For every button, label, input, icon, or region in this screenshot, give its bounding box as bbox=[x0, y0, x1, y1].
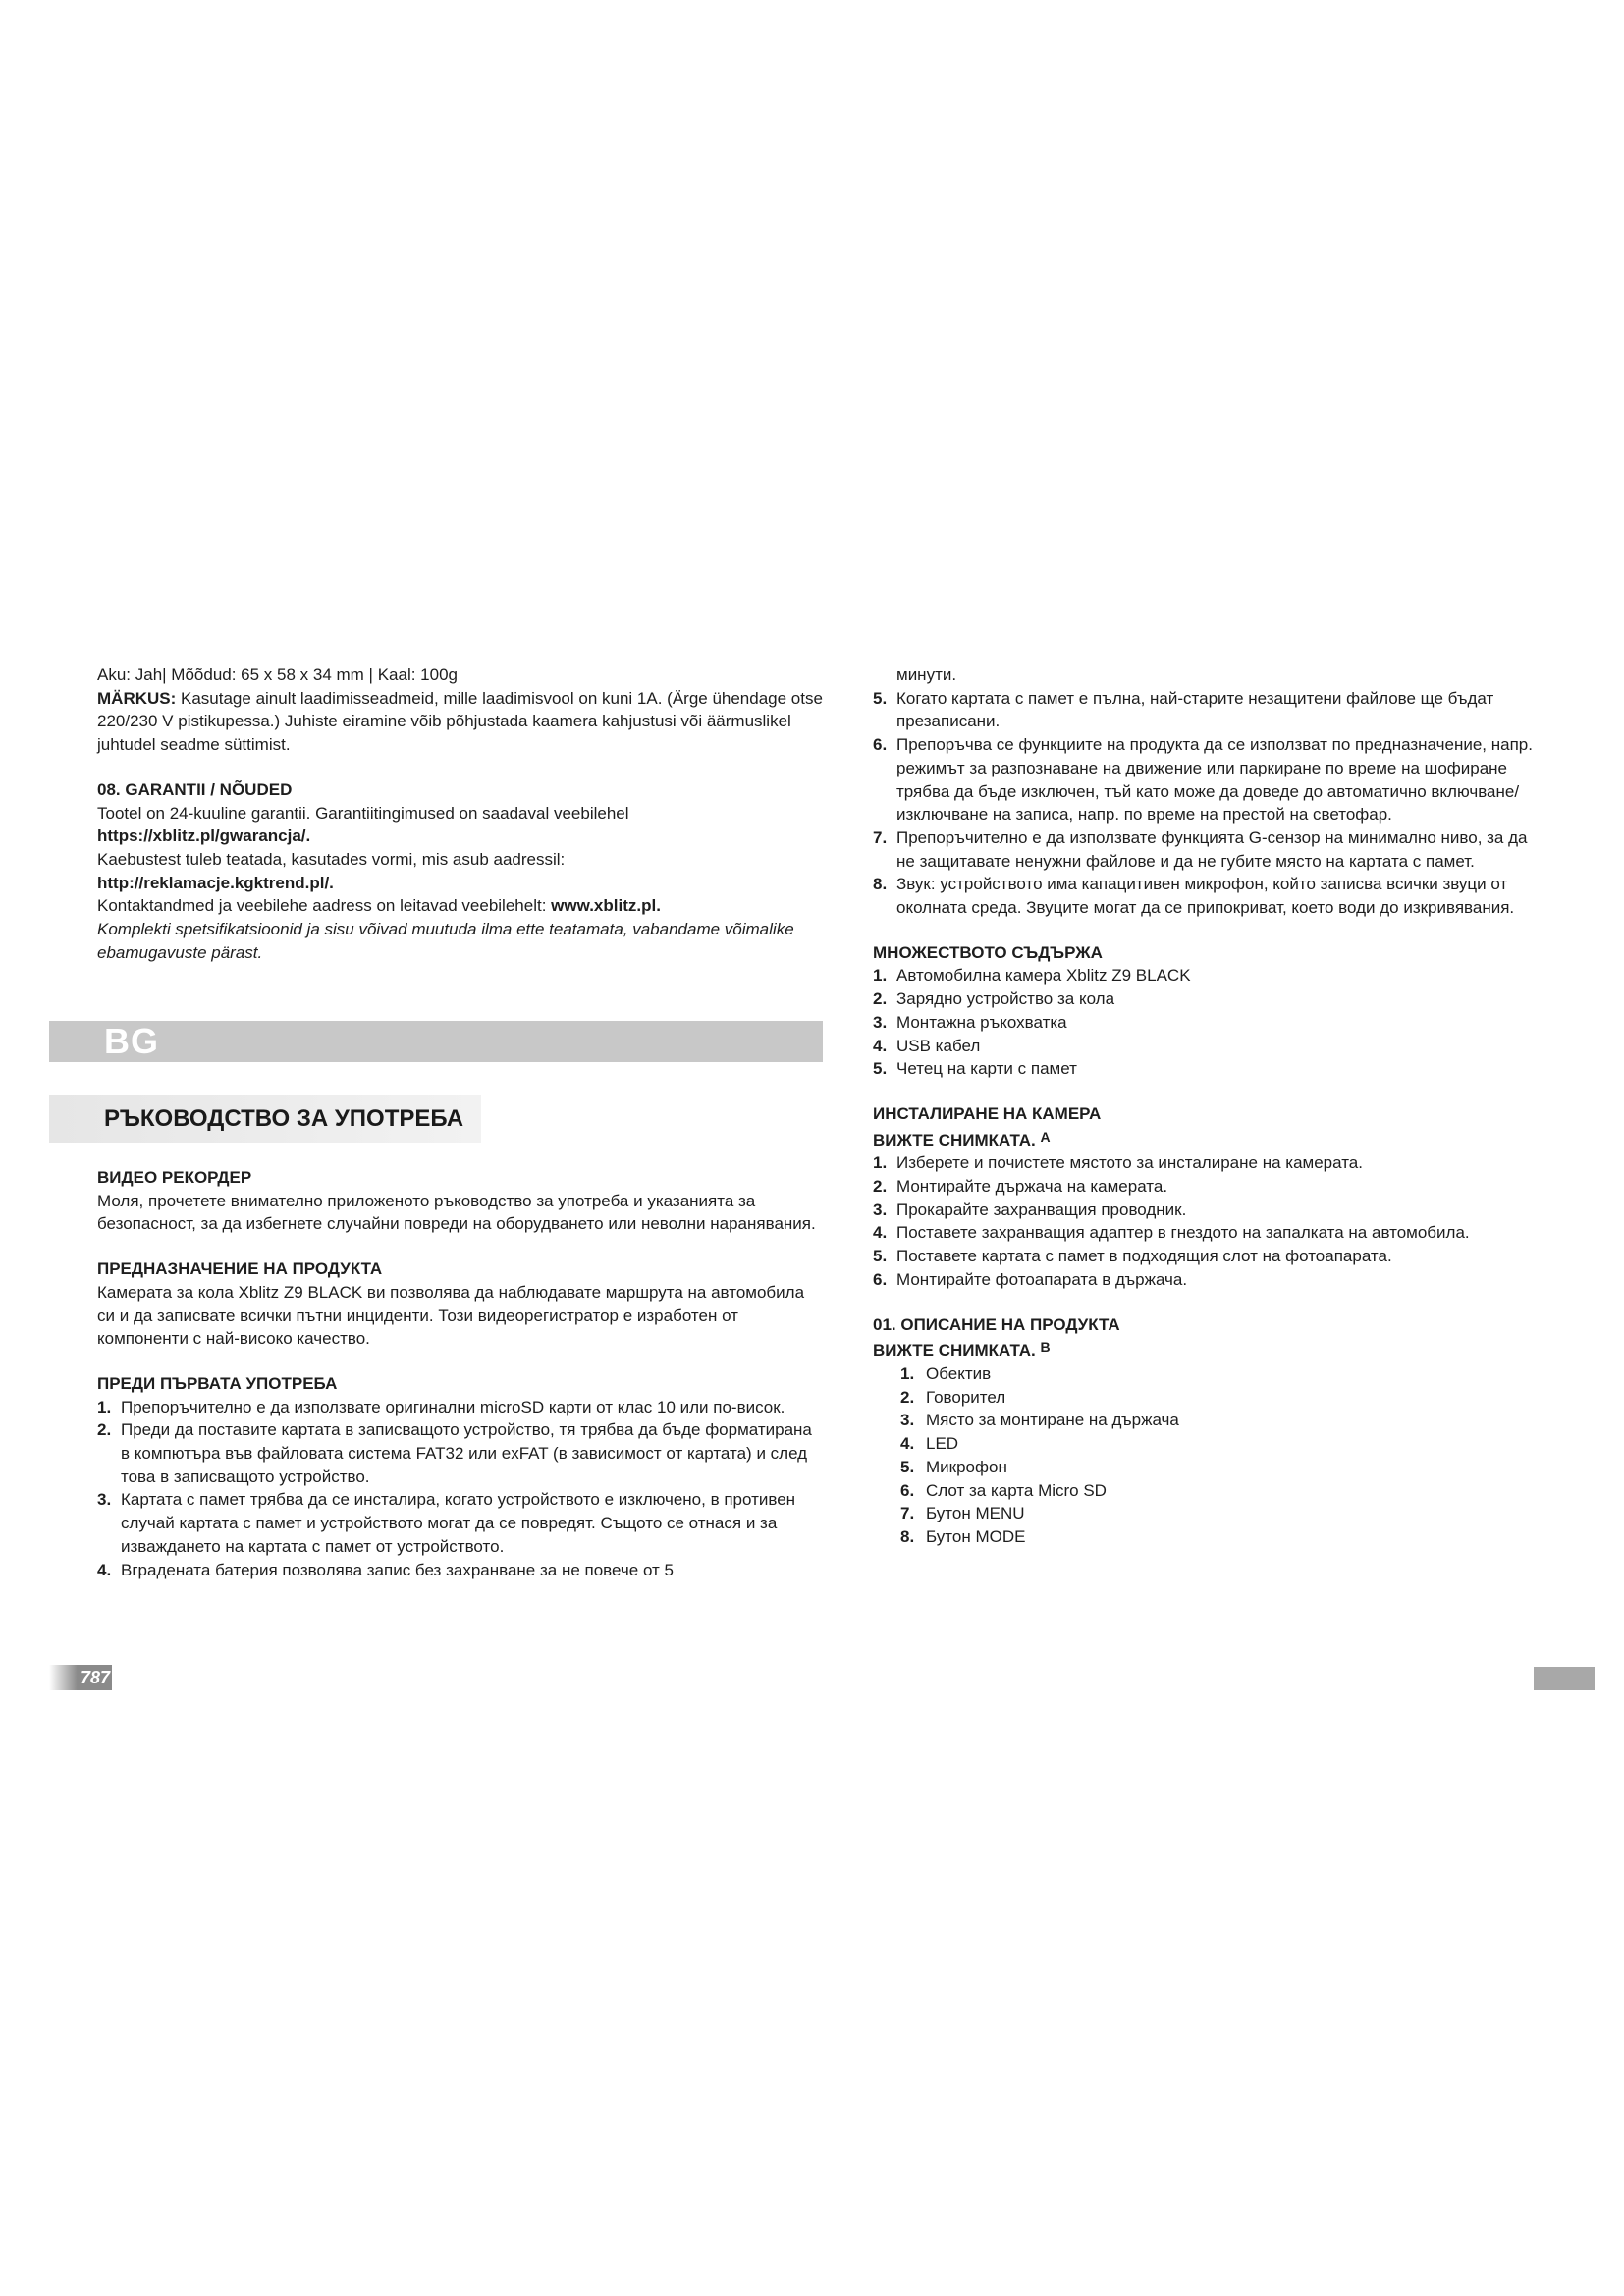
before-list bbox=[97, 1396, 824, 1582]
list-item bbox=[873, 1362, 1541, 1386]
list-item-number: 2. bbox=[900, 1387, 915, 1407]
right-page-tab bbox=[1534, 1667, 1595, 1690]
et-complaint-text: Kaebustest tuleb teatada, kasutades vormi, mis asub aadressil: bbox=[97, 849, 566, 869]
list-item-number: 8. bbox=[900, 1526, 915, 1546]
list-item bbox=[873, 1502, 1541, 1525]
manual-title: РЪКОВОДСТВО ЗА УПОТРЕБА bbox=[104, 1105, 464, 1132]
list-item-text: Прокарайте захранващия проводник. bbox=[896, 1200, 1187, 1219]
list-item-text: Микрофон bbox=[926, 1457, 1007, 1476]
list-item bbox=[873, 964, 1541, 988]
list-item-text: Когато картата с памет е пълна, най-старите незащитени файлове ще бъдат презаписани. bbox=[896, 688, 1494, 731]
list-item-text: Звук: устройството има капацитивен микрофон, който записва всички звуци от околната среда. Звуците могат да се припокриват, което води до изкривявания. bbox=[896, 875, 1515, 918]
list-item-text: LED bbox=[926, 1434, 959, 1454]
list-item-number: 2. bbox=[97, 1420, 112, 1440]
list-item-text: Препоръчително е да използвате оригинални microSD карти от клас 10 или по-висок. bbox=[121, 1397, 785, 1416]
list-item bbox=[873, 1057, 1541, 1081]
et-contact-url[interactable]: www.xblitz.pl. bbox=[551, 896, 661, 916]
before-heading: ПРЕДИ ПЪРВАТА УПОТРЕБА bbox=[97, 1373, 338, 1393]
list-item-number: 4. bbox=[873, 1223, 888, 1243]
list-item-number: 1. bbox=[97, 1397, 112, 1416]
install-heading: ИНСТАЛИРАНЕ НА КАМЕРА bbox=[873, 1103, 1102, 1123]
list-item-number: 5. bbox=[873, 688, 888, 708]
list-item-text: Слот за карта Micro SD bbox=[926, 1480, 1107, 1500]
list-item bbox=[873, 1151, 1541, 1175]
list-item bbox=[873, 827, 1541, 873]
page-number: 787 bbox=[80, 1668, 110, 1687]
list-item-text: Поставете картата с памет в подходящия слот на фотоапарата. bbox=[896, 1247, 1392, 1266]
list-item-number: 4. bbox=[97, 1560, 112, 1579]
list-item-text: Автомобилна камера Xblitz Z9 BLACK bbox=[896, 966, 1191, 986]
list-item-number: 2. bbox=[873, 1177, 888, 1197]
list-item bbox=[873, 1245, 1541, 1268]
list-item-text: Картата с памет трябва да се инсталира, когато устройството е изключено, в противен случай картата с памет и устройството могат да се повредят. Същото се отнася и за изваждането на картата с памет от устройството. bbox=[121, 1490, 796, 1556]
et-warranty-heading: 08. GARANTII / NÕUDED bbox=[97, 779, 293, 799]
list-item bbox=[873, 1011, 1541, 1035]
desc-subheading-text: ВИЖТЕ СНИМКАТА. bbox=[873, 1341, 1036, 1361]
desc-figure-ref: B bbox=[1040, 1339, 1051, 1356]
list-item-text: Монтирайте фотоапарата в държача. bbox=[896, 1269, 1188, 1289]
list-item bbox=[873, 1221, 1541, 1245]
before-list-cont bbox=[873, 687, 1541, 920]
list-item-text: Четец на карти с памет bbox=[896, 1059, 1077, 1079]
desc-list bbox=[873, 1362, 1541, 1549]
list-item bbox=[873, 1035, 1541, 1058]
list-item bbox=[97, 1396, 824, 1419]
et-note bbox=[97, 687, 824, 757]
et-note-text: Kasutage ainult laadimisseadmeid, mille laadimisvool on kuni 1A. (Ärge ühendage otse 220/230 V pistikupessa.) Juhiste eiramine võib põhjustada kaamera kahjustusi või äärmuslikel juhtudel seadme süttimist. bbox=[97, 688, 823, 755]
list-item-text: Препоръчително е да използвате функцията G-сензор на минимално ниво, за да не защитавате ненужни файлове и да не губите място на картата с памет. bbox=[896, 828, 1528, 871]
list-item-number: 7. bbox=[873, 828, 888, 847]
list-item-text: Бутон MODE bbox=[926, 1526, 1026, 1546]
contents-list bbox=[873, 964, 1541, 1081]
list-item-text: Вградената батерия позволява запис без захранване за не повече от 5 bbox=[121, 1560, 674, 1579]
et-disclaimer: Komplekti spetsifikatsioonid ja sisu võivad muutuda ilma ette teatamata, vabandame võimalike ebamugavuste pärast. bbox=[97, 920, 794, 962]
list-item-number: 3. bbox=[900, 1411, 915, 1430]
list-item-text: Изберете и почистете мястото за инсталиране на камерата. bbox=[896, 1153, 1363, 1173]
install-subheading bbox=[873, 1126, 1541, 1152]
install-list bbox=[873, 1151, 1541, 1291]
et-contact-text: Kontaktandmed ja veebilehe aadress on leitavad veebilehelt: bbox=[97, 896, 552, 916]
list-item-text: Преди да поставите картата в записващото устройство, тя трябва да бъде форматирана в компютъра във файловата система FAT32 или exFAT (в зависимост от картата) и след това в записващото устройство. bbox=[121, 1420, 812, 1486]
language-code: BG bbox=[104, 1021, 159, 1061]
et-warranty-text: Tootel on 24-kuuline garantii. Garantiitingimused on saadaval veebilehel bbox=[97, 803, 629, 823]
list-item bbox=[873, 1456, 1541, 1479]
et-warranty-url[interactable]: https://xblitz.pl/gwarancja/. bbox=[97, 827, 311, 846]
list-item-number: 6. bbox=[873, 735, 888, 755]
desc-heading: 01. ОПИСАНИЕ НА ПРОДУКТА bbox=[873, 1314, 1120, 1334]
list-item-number: 6. bbox=[900, 1480, 915, 1500]
list-item-number: 4. bbox=[873, 1036, 888, 1055]
list-item-number: 7. bbox=[900, 1504, 915, 1523]
list-item-text: Зарядно устройство за кола bbox=[896, 989, 1115, 1009]
list-item-text: Поставете захранващия адаптер в гнездото на запалката на автомобила. bbox=[896, 1223, 1470, 1243]
list-item-number: 5. bbox=[873, 1059, 888, 1079]
list-item bbox=[97, 1559, 824, 1582]
video-text: Моля, прочетете внимателно приложеното ръководство за употреба и указанията за безопасност, за да избегнете случайни повреди на оборудването или неволни наранявания. bbox=[97, 1191, 816, 1234]
list-item-number: 6. bbox=[873, 1269, 888, 1289]
list-item-number: 2. bbox=[873, 989, 888, 1009]
list-item bbox=[873, 1525, 1541, 1549]
right-column bbox=[873, 664, 1541, 1549]
contents-heading: МНОЖЕСТВОТО СЪДЪРЖА bbox=[873, 942, 1103, 962]
list-item-number: 1. bbox=[900, 1363, 915, 1383]
list-item bbox=[97, 1488, 824, 1558]
install-subheading-text: ВИЖТЕ СНИМКАТА. bbox=[873, 1130, 1036, 1149]
list-item bbox=[873, 733, 1541, 827]
language-bar bbox=[49, 1021, 823, 1062]
list-item-number: 8. bbox=[873, 875, 888, 894]
list-item bbox=[873, 1199, 1541, 1222]
left-column bbox=[97, 664, 824, 964]
list-item-text: Бутон MENU bbox=[926, 1504, 1025, 1523]
list-item bbox=[873, 1175, 1541, 1199]
list-item-text: USB кабел bbox=[896, 1036, 981, 1055]
list-item-text: Монтажна ръкохватка bbox=[896, 1012, 1067, 1032]
list-item-text: Препоръчва се функциите на продукта да се използват по предназначение, напр. режимът за разпознаване на движение или паркиране по време на шофиране трябва да бъде изключен, тъй като може да доведе до автоматично включване/изключване на записа, напр. по време на престой на светофар. bbox=[896, 735, 1533, 825]
et-complaint-url[interactable]: http://reklamacje.kgktrend.pl/. bbox=[97, 873, 334, 892]
list-item-text: Обектив bbox=[926, 1363, 992, 1383]
list-item bbox=[873, 988, 1541, 1011]
list-item-number: 1. bbox=[873, 1153, 888, 1173]
list-item-number: 5. bbox=[873, 1247, 888, 1266]
list-item-number: 3. bbox=[873, 1012, 888, 1032]
list-item-number: 3. bbox=[97, 1490, 112, 1510]
list-item bbox=[873, 1409, 1541, 1432]
left-column-bg bbox=[97, 1166, 824, 1581]
continuation-text: минути. bbox=[896, 666, 957, 684]
list-item-number: 4. bbox=[900, 1434, 915, 1454]
list-item-number: 5. bbox=[900, 1457, 915, 1476]
list-item-text: Място за монтиране на държача bbox=[926, 1411, 1179, 1430]
list-item bbox=[873, 687, 1541, 733]
list-item bbox=[873, 873, 1541, 919]
video-heading: ВИДЕО РЕКОРДЕР bbox=[97, 1168, 252, 1187]
purpose-text: Камерата за кола Xblitz Z9 BLACK ви позволява да наблюдавате маршрута на автомобила си и да записвате всички пътни инциденти. Този видеорегистратор е изработен от компоненти с най-високо качество. bbox=[97, 1282, 805, 1349]
list-item bbox=[97, 1418, 824, 1488]
list-item bbox=[873, 1268, 1541, 1292]
purpose-heading: ПРЕДНАЗНАЧЕНИЕ НА ПРОДУКТА bbox=[97, 1259, 383, 1279]
desc-subheading bbox=[873, 1336, 1541, 1362]
list-item bbox=[873, 1479, 1541, 1503]
list-item-text: Монтирайте държача на камерата. bbox=[896, 1177, 1168, 1197]
list-item-number: 3. bbox=[873, 1200, 888, 1219]
et-note-label: MÄRKUS: bbox=[97, 688, 177, 708]
et-specs: Aku: Jah| Mõõdud: 65 x 58 x 34 mm | Kaal: 100g bbox=[97, 666, 458, 684]
install-figure-ref: A bbox=[1040, 1128, 1051, 1145]
list-item bbox=[873, 1386, 1541, 1410]
list-item-number: 1. bbox=[873, 966, 888, 986]
list-item-text: Говорител bbox=[926, 1387, 1006, 1407]
et-contact bbox=[97, 894, 824, 918]
list-item bbox=[873, 1432, 1541, 1456]
